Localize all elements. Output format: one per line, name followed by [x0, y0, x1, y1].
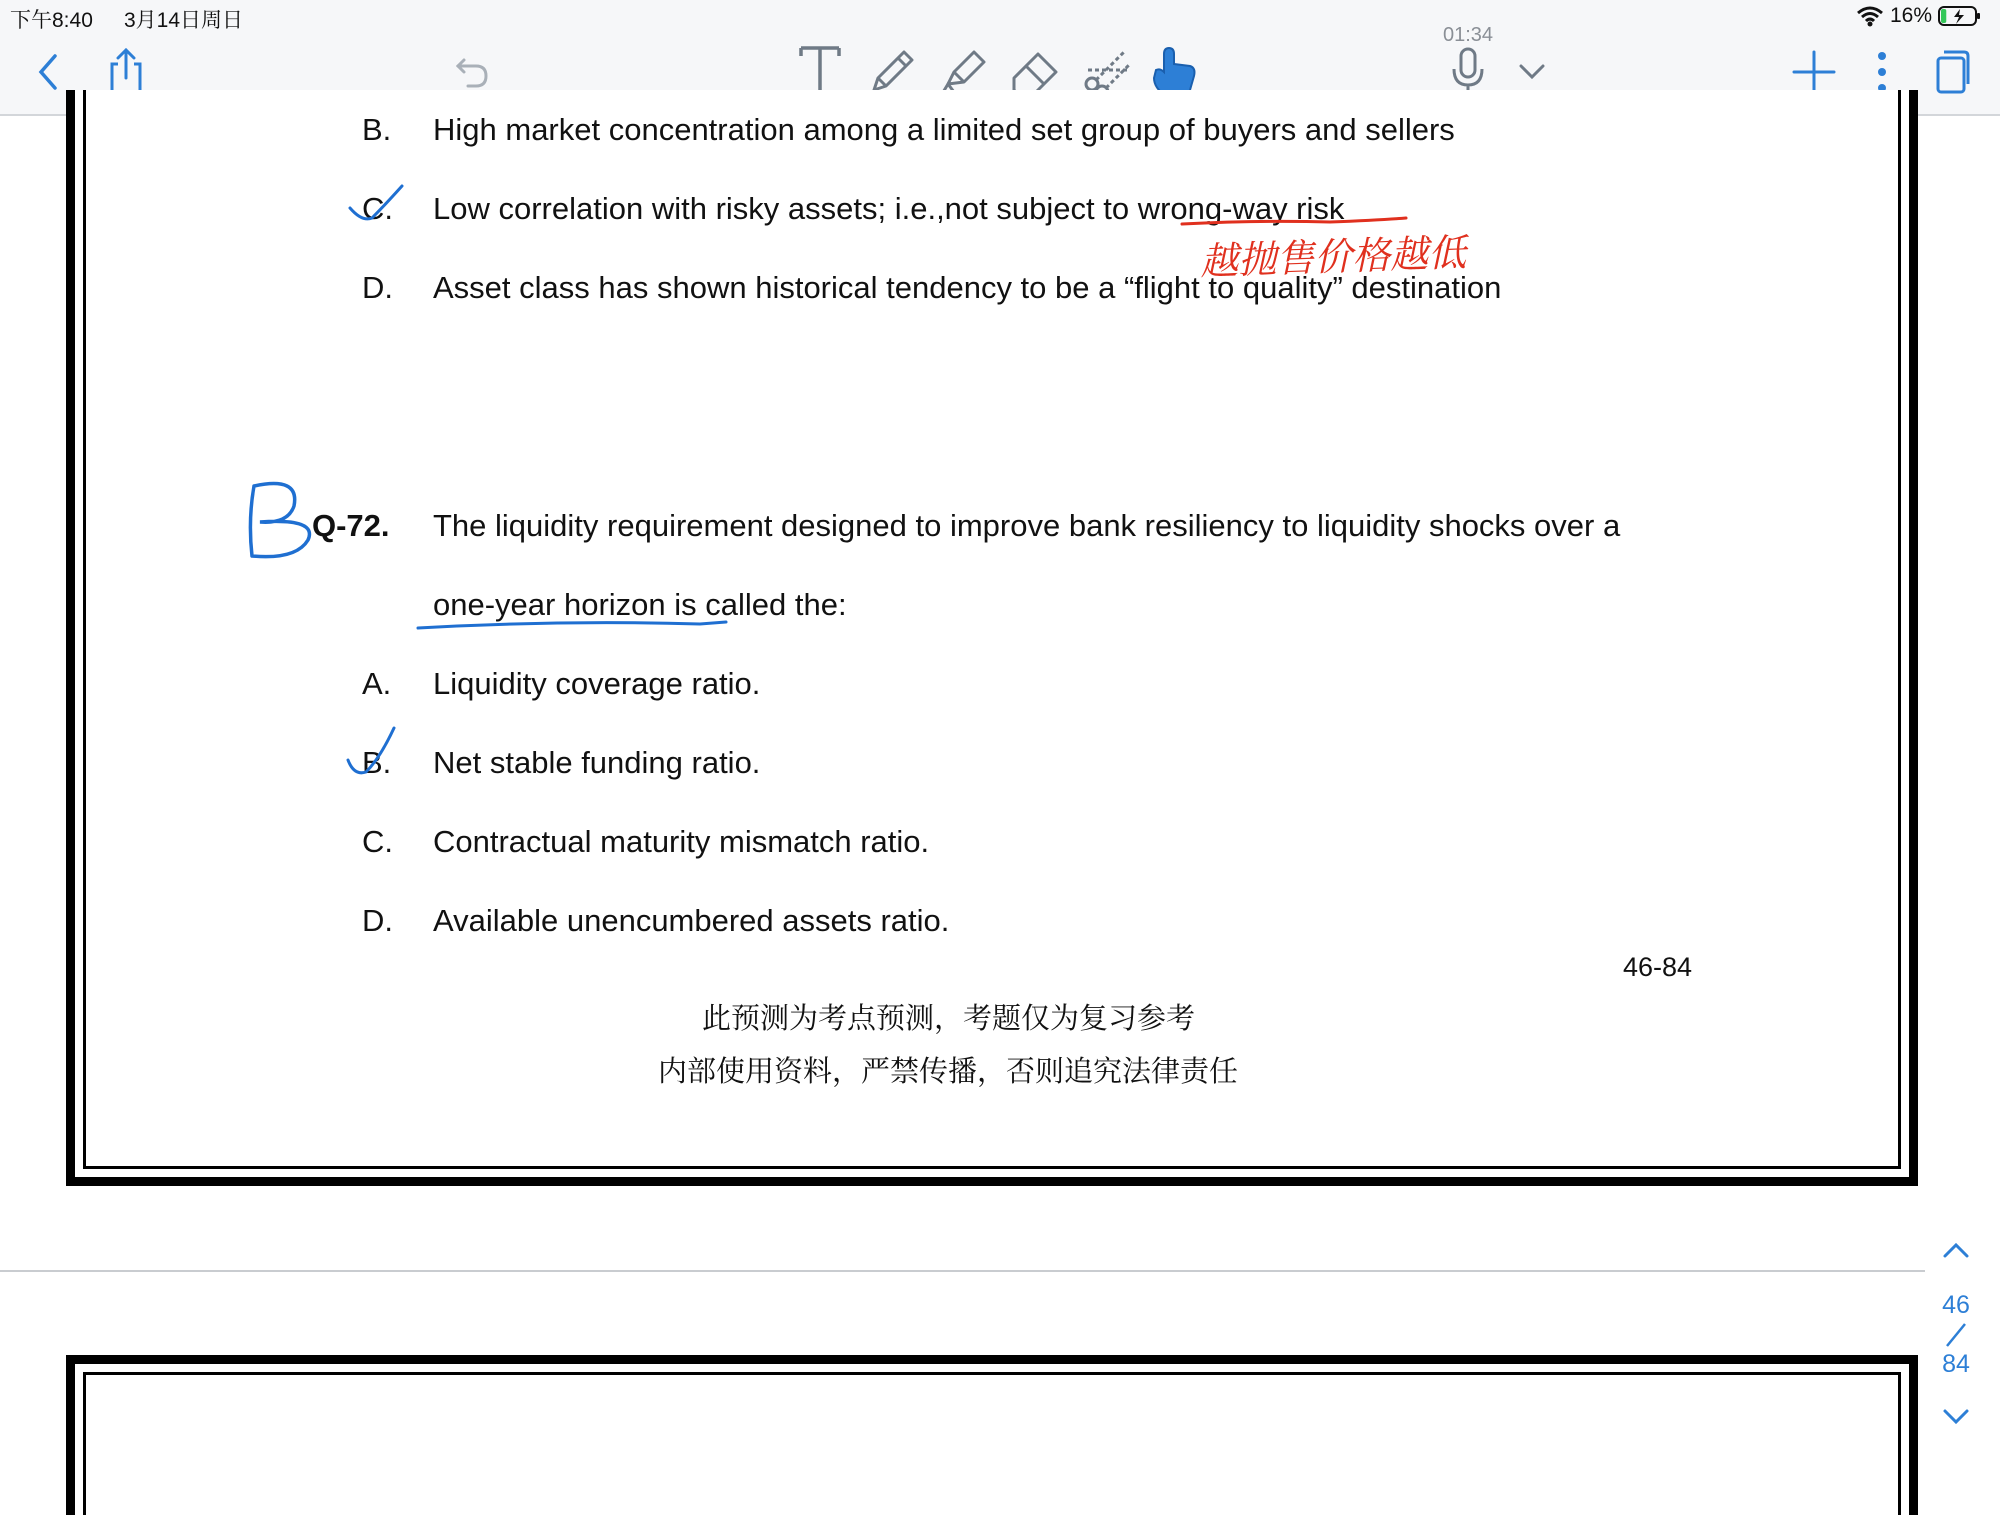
prev-option-text-d: Asset class has shown historical tendency to be a “flight to quality” destination	[433, 270, 1502, 305]
next-document-page[interactable]	[66, 1355, 1918, 1515]
prev-option-letter-c: C.	[362, 191, 393, 226]
footer-notice-line2: 内部使用资料，严禁传播，否则追究法律责任	[658, 1054, 1239, 1088]
battery-percent: 16%	[1889, 4, 1932, 27]
next-page-border	[83, 1372, 1901, 1515]
prev-option-text-c: Low correlation with risky assets; i.e.,not subject to wrong-way risk	[433, 191, 1345, 226]
red-handwritten-note: 越抛售价格越低	[1199, 230, 1467, 284]
add-icon	[1792, 50, 1836, 94]
page-divider	[0, 1270, 1925, 1272]
footer-notice-line1: 此预测为考点预测，考题仅为复习参考	[702, 1001, 1196, 1035]
option-text-b: Net stable funding ratio.	[433, 745, 761, 780]
previous-page-button[interactable]	[1928, 1240, 1984, 1265]
current-page-number: 46	[1942, 1291, 1970, 1319]
option-letter-a: A.	[362, 666, 392, 701]
status-time: 下午8:40	[10, 9, 93, 32]
option-letter-b: B.	[362, 745, 392, 780]
chevron-down-icon	[1517, 62, 1547, 82]
option-text-a: Liquidity coverage ratio.	[433, 666, 761, 701]
share-icon	[106, 48, 146, 96]
page-gap	[0, 1198, 1920, 1346]
page-navigator	[1928, 1240, 1984, 1460]
chevron-down-icon	[1941, 1407, 1971, 1427]
page-separator-slash	[1941, 1320, 1971, 1350]
recording-timer: 01:34	[1442, 24, 1494, 46]
more-icon	[1876, 50, 1888, 94]
back-icon	[33, 52, 63, 92]
question-text-line2: one-year horizon is called the:	[433, 587, 847, 622]
question-number: Q-72.	[312, 508, 390, 543]
battery-icon	[1938, 5, 1982, 27]
status-date: 3月14日周日	[124, 9, 244, 32]
option-letter-d: D.	[362, 903, 393, 938]
option-text-c: Contractual maturity mismatch ratio.	[433, 824, 930, 859]
status-indicators	[1856, 4, 1982, 28]
wifi-icon	[1856, 5, 1884, 27]
page-label: 46-84	[1623, 952, 1693, 982]
option-letter-c: C.	[362, 824, 393, 859]
pages-icon	[1934, 50, 1970, 94]
status-bar	[0, 0, 2000, 34]
total-page-number: 84	[1942, 1350, 1970, 1378]
chevron-up-icon	[1941, 1240, 1971, 1260]
next-page-button[interactable]	[1928, 1407, 1984, 1432]
question-text-line1: The liquidity requirement designed to improve bank resiliency to liquidity shocks over a	[433, 508, 1621, 543]
prev-option-letter-d: D.	[362, 270, 393, 305]
undo-icon	[452, 52, 492, 92]
pages-overview-button[interactable]	[1922, 42, 1982, 102]
prev-option-text-b: High market concentration among a limited set group of buyers and sellers	[433, 112, 1455, 147]
option-text-d: Available unencumbered assets ratio.	[433, 903, 950, 938]
prev-option-letter-b: B.	[362, 112, 392, 147]
